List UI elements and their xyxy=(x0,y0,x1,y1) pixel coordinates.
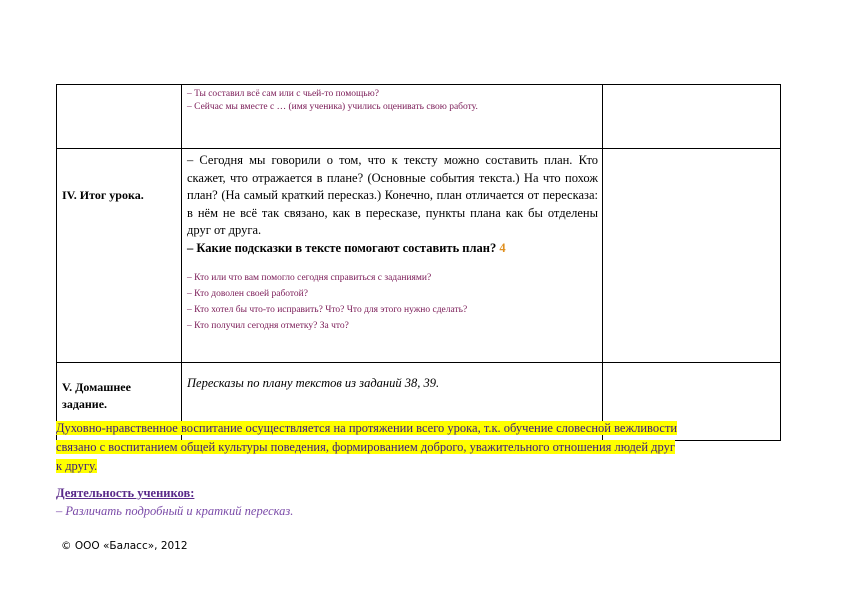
reflection-line: – Кто доволен своей работой? xyxy=(187,288,308,299)
content-cell xyxy=(182,149,603,363)
upbringing-line: связано с воспитанием общей культуры поведения, формированием доброго, уважительного отношения людей друг xyxy=(56,440,675,454)
reflection-line: – Кто получил сегодня отметку? За что? xyxy=(187,320,349,331)
reflection-line: – Кто или что вам помогло сегодня справиться с заданиями? xyxy=(187,272,432,283)
upbringing-line: Духовно-нравственное воспитание осуществляется на протяжении всего урока, т.к. обучение словесной вежливости xyxy=(56,421,678,435)
question-line: – Сейчас мы вместе с … (имя ученика) учились оценивать свою работу. xyxy=(187,102,478,112)
upbringing-line: к другу. xyxy=(56,459,98,473)
notes-cell xyxy=(603,85,781,149)
question-label: – Какие подсказки в тексте помогают составить план? xyxy=(187,240,497,255)
question-line: – Ты составил всё сам или с чьей-то помощью? xyxy=(187,89,379,99)
reflection-line: – Кто хотел бы что-то исправить? Что? Что для этого нужно сделать? xyxy=(187,304,468,315)
upbringing-paragraph xyxy=(56,419,746,476)
content-cell xyxy=(182,85,603,149)
notes-cell xyxy=(603,149,781,363)
activity-item: – Различать подробный и краткий пересказ. xyxy=(56,504,294,518)
table-row xyxy=(57,85,781,149)
task-number-badge: 4 xyxy=(499,240,506,255)
copyright-footer: © ООО «Баласс», 2012 xyxy=(61,540,188,552)
table-row xyxy=(57,149,781,363)
activity-title: Деятельность учеников: xyxy=(56,486,195,500)
lesson-plan-table xyxy=(56,84,781,441)
stage-cell xyxy=(57,85,182,149)
stage-title: IV. Итог урока. xyxy=(62,188,144,202)
summary-text: – Сегодня мы говорили о том, что к тексту можно составить план. Кто скажет, что отражается в плане? (Основные события текста.) На что похож план? (На самый краткий пересказ.) Конечно, план отличается от пересказа: в нём не всё так связано, как в пересказе, пункты плана как бы отделены друг от друга. xyxy=(187,153,598,238)
stage-cell xyxy=(57,149,182,363)
question-text xyxy=(187,240,598,258)
stage-title: V. Домашнее задание. xyxy=(62,380,131,411)
homework-text: Пересказы по плану текстов из заданий 38, 39. xyxy=(187,376,440,390)
